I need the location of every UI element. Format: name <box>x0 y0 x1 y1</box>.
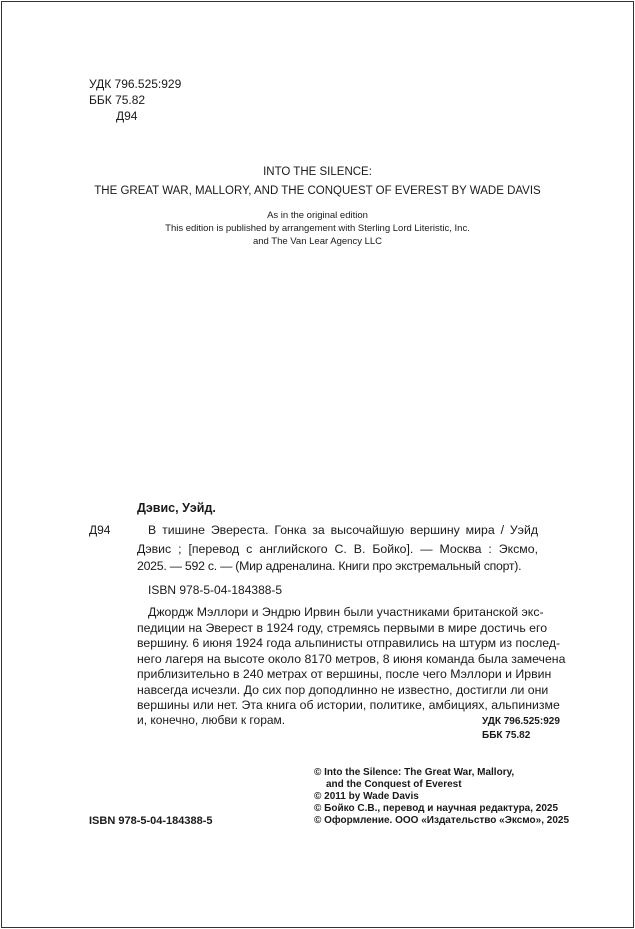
edition-note-line: As in the original edition <box>267 210 368 221</box>
abstract-line: и, конечно, любви к горам. <box>137 713 286 727</box>
page-border <box>1 1 634 928</box>
catalog-author: Дэвис, Уэйд. <box>137 501 216 515</box>
original-title-line: INTO THE SILENCE: <box>263 166 372 178</box>
copyright-line: © 2011 by Wade Davis <box>314 791 419 802</box>
catalog-bbk: ББК 75.82 <box>482 730 531 741</box>
abstract-line: него лагеря на высоте около 8170 метров, 8 июня команда была замечена <box>137 652 566 666</box>
catalog-mark: Д94 <box>89 523 111 537</box>
edition-note-line: This edition is published by arrangement with Sterling Lord Literistic, Inc. <box>165 223 470 234</box>
catalog-description-line: Дэвис ; [перевод с английского С. В. Бойко]. — Москва : Эксмо, <box>137 542 538 556</box>
copyright-line: © Оформление. ООО «Издательство «Эксмо», 2025 <box>314 815 570 826</box>
udk-code: УДК 796.525:929 <box>89 77 182 91</box>
catalog-udk: УДК 796.525:929 <box>482 716 560 727</box>
abstract-line: вершину. 6 июня 1924 года альпинисты отправились на штурм из послед- <box>137 636 561 650</box>
abstract-line: педиции на Эверест в 1924 году, стремясь первыми в мире достичь его <box>137 621 548 635</box>
abstract-line: приблизительно в 240 метрах от вершины, после чего Мэллори и Ирвин <box>137 667 552 681</box>
copyright-line: and the Conquest of Everest <box>326 779 462 790</box>
author-mark: Д94 <box>116 109 138 123</box>
bottom-isbn: ISBN 978-5-04-184388-5 <box>89 815 213 827</box>
catalog-isbn: ISBN 978-5-04-184388-5 <box>148 583 283 597</box>
abstract-line: вершины или нет. Эта книга об истории, политике, амбициях, альпинизме <box>137 698 560 712</box>
abstract-line: Джордж Мэллори и Эндрю Ирвин были участниками британской экс- <box>148 605 544 619</box>
catalog-description-line: 2025. — 592 с. — (Мир адреналина. Книги про экстремальный спорт). <box>137 559 522 573</box>
catalog-description-line: В тишине Эвереста. Гонка за высочайшую вершину мира / Уэйд <box>148 523 538 537</box>
edition-note-line: and The Van Lear Agency LLC <box>252 236 383 247</box>
copyright-line: © Бойко С.В., перевод и научная редактура, 2025 <box>314 803 559 814</box>
original-title-line: THE GREAT WAR, MALLORY, AND THE CONQUEST OF EVEREST BY WADE DAVIS <box>94 185 541 197</box>
bbk-code: ББК 75.82 <box>89 93 146 107</box>
abstract-line: навсегда исчезли. До сих пор доподлинно не известно, достигли ли они <box>137 683 549 697</box>
copyright-line: © Into the Silence: The Great War, Mallory, <box>314 767 515 778</box>
